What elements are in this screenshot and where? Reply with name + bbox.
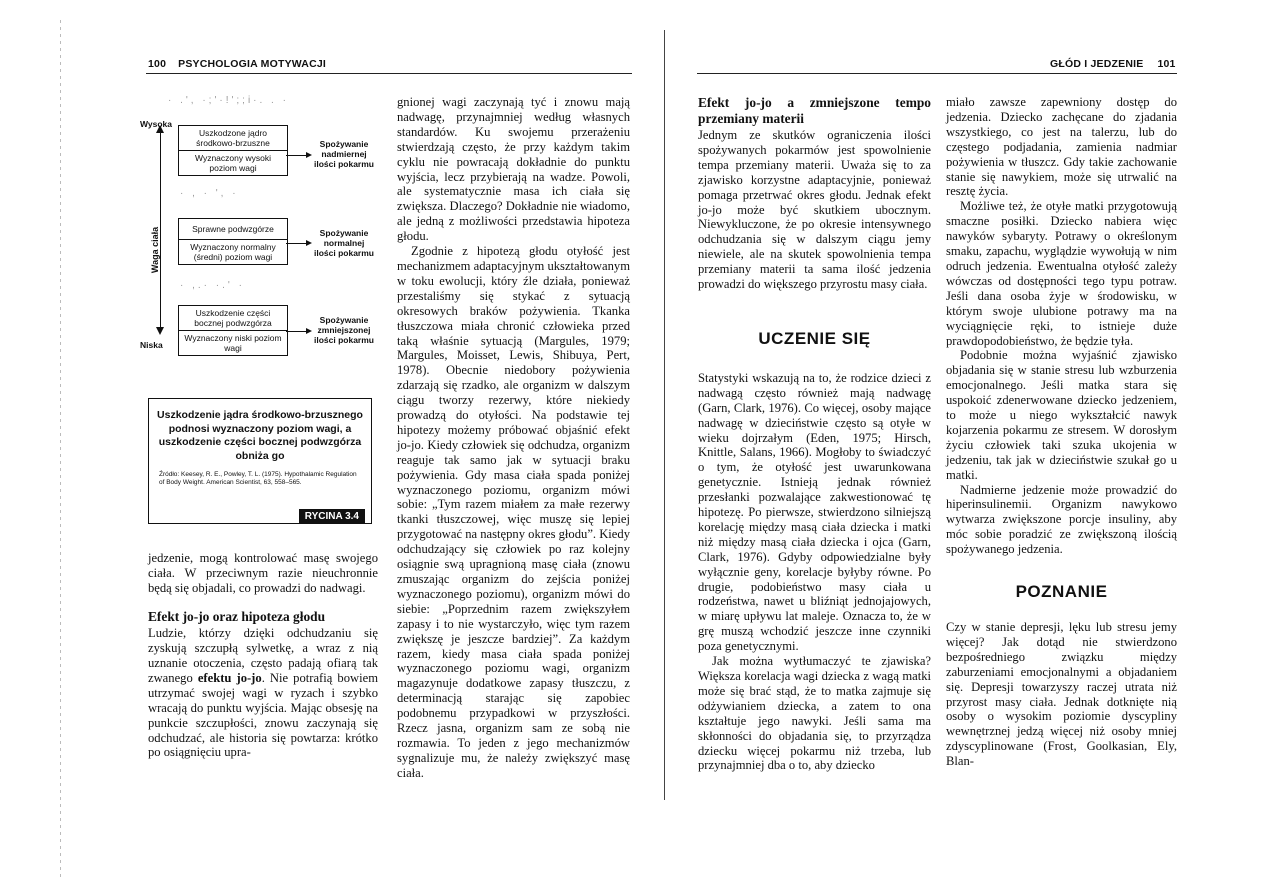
- y-axis-down-arrow: [156, 327, 164, 335]
- arrow-normal: [286, 243, 310, 244]
- section-heading-learning: UCZENIE SIĘ: [758, 328, 871, 348]
- y-axis-label: Waga ciała: [150, 226, 161, 274]
- y-axis-low-label: Niska: [140, 340, 163, 350]
- effect-low: Spożywanie zmniejszonej ilości pokarmu: [314, 315, 374, 345]
- book-gutter: [664, 30, 665, 800]
- box-setpoint: Wyznaczony wysoki poziom wagi: [179, 150, 287, 175]
- left-running-header: [148, 58, 326, 70]
- scan-edge-artifact: [60, 20, 61, 880]
- figure-box-low: [178, 305, 288, 356]
- paragraph: Podobnie można wyjaśnić zjawisko objadania się w stanie stresu lub wzburzenia emocjonalnego. Jeśli matka stara się uspokoić zdenerwowane dziecko jedzeniem, to może u niego wykształcić nawyk kojarzenia pokarmu ze stresem. W dorosłym życiu człowiek taki szuka ukojenia w jedzeniu, tak jak w dzieciństwie szukał go u matki.: [946, 348, 1177, 482]
- figure-box-high: [178, 125, 288, 176]
- left-header-title: PSYCHOLOGIA MOTYWACJI: [178, 58, 327, 70]
- effect-normal: Spożywanie normalnej ilości pokarmu: [314, 228, 374, 258]
- box-setpoint: Wyznaczony normalny (średni) poziom wagi: [179, 239, 287, 264]
- paragraph: jedzenie, mogą kontrolować masę swojego ciała. W przeciwnym razie nieuchronnie będą się objadali, co prowadzi do nadwagi.: [148, 551, 378, 595]
- figure-caption-box: [148, 398, 372, 524]
- box-condition: Uszkodzenie części bocznej podwzgórza: [194, 308, 272, 328]
- text-run: Ludzie, którzy dzięki odchudzaniu się zyskują szczupłą sylwetkę, a wraz z nią uznanie otoczenia, często padają ofiarą tak zwanego: [148, 626, 378, 685]
- right-page-left-column: [698, 95, 931, 773]
- subheading-metabolism: Efekt jo-jo a zmniejszone tempo przemiany materii: [698, 95, 931, 126]
- y-axis-line: [160, 130, 161, 328]
- figure-box-normal: [178, 218, 288, 265]
- right-page-right-column: [946, 95, 1177, 769]
- box-condition: Sprawne podwzgórze: [192, 224, 274, 234]
- subheading-yo-yo: Efekt jo-jo oraz hipoteza głodu: [148, 608, 326, 624]
- left-header-rule: [146, 73, 632, 74]
- paragraph: gnionej wagi zaczynają tyć i znowu mają nadwagę, przynajmniej według własnych standardów. Ku swojemu przerażeniu stwierdzają często, że przy każdym takim cyklu nie powracają dokładnie do punktu wyjścia, lecz przybierają na wadze. Powoli, ale systematycznie masa ich ciała się zwiększa. Dlaczego? Dokładnie nie wiadomo, ale jedną z możliwości przedstawia hipoteza głodu.: [397, 95, 630, 244]
- section-heading-cognition: POZNANIE: [1015, 582, 1108, 602]
- right-header-title: GŁÓD I JEDZENIE: [1050, 58, 1144, 70]
- figure-caption: Uszkodzenie jądra środkowo-brzusznego podnosi wyznaczony poziom wagi, a uszkodzenie części bocznej podwzgórza obniża go: [157, 409, 363, 462]
- paragraph: Zgodnie z hipotezą głodu otyłość jest mechanizmem adaptacyjnym ukształtowanym w toku ewolucji, który źle działa, ponieważ przestaliśmy się stykać z sytuacją okresowych braków pożywienia. Tkanka tłuszczowa miała chronić człowieka przed taką właśnie sytuacją (Margules, 1979; Margules, Moisset, Lewis, Shibuya, Pert, 1978). Obecnie niedobory pożywienia zdarzają się rzadko, ale organizm w dalszym ciągu tworzy rezerwy, które niekiedy prowadzą do otyłości. Na podstawie tej hipotezy możemy próbować objaśnić efekt jo-jo. Kiedy człowiek się odchudza, organizm reaguje tak samo jak w sytuacji braku pożywienia. Gdy masa ciała spada poniżej wyznaczonego poziomu, organizm mówi sobie: „Tym razem miałem za małe rezerwy tkanki tłuszczowej, więc muszę się lepiej przygotować na następny okres głodu”. Kiedy odchudzający się człowiek po raz kolejny osiągnie swą upragnioną masę ciała (znowu zmuszając organizm do zejścia poniżej wyznaczonego poziomu), organizm mówi do siebie: „Poprzednim razem zwiększyłem zapasy i to nie wystarczyło, więc tym razem zwiększę je jeszcze bardziej”. Za każdym razem, kiedy masa ciała spada poniżej wyznaczonego poziomu wagi, organizm magazynuje dodatkowe zapasy tłuszczu, z determinacją starając się zapobiec podobnemu przypadkowi w przyszłości. Rzecz jasna, organizm sam ze sobą nie rozmawia. To jeden z jego mechanizmów sygnalizuje mu, że należy zwiększyć masę ciała.: [397, 244, 630, 780]
- paragraph: Czy w stanie depresji, lęku lub stresu jemy więcej? Jak dotąd nie stwierdzono bezpośredniego związku między zaburzeniami emocjonalnymi a objadaniem się. Depresji towarzyszy raczej utrata niż przyrost masy ciała. Jednak dotknięte nią osoby o wysokim poziomie dyscypliny wewnętrznej jedzą więcej niż osoby mniej zdyscyplinowane (Frost, Goolkasian, Ely, Blan-: [946, 620, 1177, 769]
- paragraph: Możliwe też, że otyłe matki przygotowują smaczne posiłki. Dziecko nabiera więc nawyków sybaryty. Potrawy o określonym smaku, zapachu, wyglądzie wywołują w nim odruch jedzenia. Ewentualna otyłość zależy wówczas od dostępności tego typu potraw. Jeśli dana osoba żyje w środowisku, w którym swoje ulubione potrawy ma na wyciągnięcie ręki, to istnieje duże prawdopodobieństwo, że będzie tyła.: [946, 199, 1177, 348]
- paragraph: miało zawsze zapewniony dostęp do jedzenia. Dziecko zachęcane do zjadania wszystkiego, co jest na talerzu, lub do częstego podjadania, zamienia nadmiar pożywienia w tłuszcz. Gdy takie zachowanie stanie się nawykiem, może się utrwalić na resztę życia.: [946, 95, 1177, 199]
- paragraph: Jednym ze skutków ograniczenia ilości spożywanych pokarmów jest spowolnienie tempa przemiany materii. Uważa się to za zjawisko korzystne adaptacyjnie, ponieważ pomaga przetrwać okres głodu. Jednak efekt jo-jo może być skutkiem ubocznym. Niewykluczone, że po okresie intensywnego odchudzania się w dalszym ciągu jemy niewiele, ale na skutek spowolnienia tempa przemiany materii ta sama ilość jedzenia prowadzi do większego przyrostu masy ciała.: [698, 128, 931, 292]
- figure-source: Źródło: Keesey, R. E., Powley, T. L. (1975). Hypothalamic Regulation of Body Weight. American Scientist, 63, 558–565.: [159, 471, 357, 486]
- left-page-number: 100: [148, 58, 167, 70]
- left-column-lower: [148, 551, 378, 760]
- scan-noise: · , · ', ·: [180, 188, 239, 199]
- paragraph: Nadmierne jedzenie może prowadzić do hiperinsulinemii. Organizm nawykowo wytwarza zwiększone porcje insuliny, aby móc sobie poradzić ze zwiększoną ilością spożywanego jedzenia.: [946, 482, 1177, 557]
- y-axis-high-label: Wysoka: [140, 119, 172, 129]
- figure-tag: RYCINA 3.4: [299, 509, 365, 524]
- paragraph-yo-yo: [148, 626, 378, 760]
- box-condition: Uszkodzone jądro środkowo-brzuszne: [196, 128, 270, 148]
- box-setpoint: Wyznaczony niski poziom wagi: [179, 330, 287, 355]
- text-run: . Nie potrafią bowiem utrzymać swojej wagi w ryzach i szybko wracają do punktu wyjścia. Mając obsesję na punkcie szczupłości, znowu zaczynają się odchudzać, ale historia się powtarza: krótko po osiągnięciu upra-: [148, 670, 378, 760]
- paragraph: Statystyki wskazują na to, że rodzice dzieci z nadwagą często również mają nadwagę (Garn, Clark, 1976). Co więcej, osoby mające nadwagę w dzieciństwie często są otyłe w wieku dojrzałym (Eden, 1975; Hirsch, Knittle, Salans, 1966). Mogłoby to świadczyć o tym, że otyłość jest uwarunkowana genetycznie. Istnieją jednak również przesłanki pozwalające zakwestionować tę hipotezę. Po pierwsze, stwierdzono silniejszą korelację między masą ciała dziecka i matki niż między masą ciała dziecka i ojca (Garn, Clark, 1976). Gdyby odpowiedzialne były wyłącznie geny, korelacje byłyby równe. Po drugie, podobieństwo masy ciała u rodzeństwa, nawet u bliźniąt jednojajowych, w miarę upływu lat maleje. Oznacza to, że w grę muszą wchodzić jeszcze inne czynniki poza genetycznymi.: [698, 370, 931, 654]
- scan-noise: · .', ·;'·!';;i·. . ·: [168, 95, 289, 106]
- right-running-header: [1050, 58, 1176, 70]
- paragraph: Jak można wytłumaczyć te zjawiska? Większa korelacja wagi dziecka z wagą matki może się brać stąd, że to matka zajmuje się odżywianiem dziecka, a zatem to ona kształtuje jego nawyki. Jeśli sama ma skłonności do objadania się, to przyrządza dziecku więcej pokarmu niż trzeba, lub przynajmniej dba o to, aby dziecko: [698, 654, 931, 773]
- bold-term: efektu jo-jo: [197, 670, 262, 685]
- effect-high: Spożywanie nadmiernej ilości pokarmu: [314, 139, 374, 169]
- arrow-low: [286, 331, 310, 332]
- arrow-high: [286, 155, 310, 156]
- figure-3-4: [140, 95, 380, 375]
- left-page-right-column: [397, 95, 630, 781]
- scan-noise: · ,.· ·.' ·: [180, 280, 245, 291]
- right-page-number: 101: [1157, 58, 1176, 70]
- right-header-rule: [697, 73, 1177, 74]
